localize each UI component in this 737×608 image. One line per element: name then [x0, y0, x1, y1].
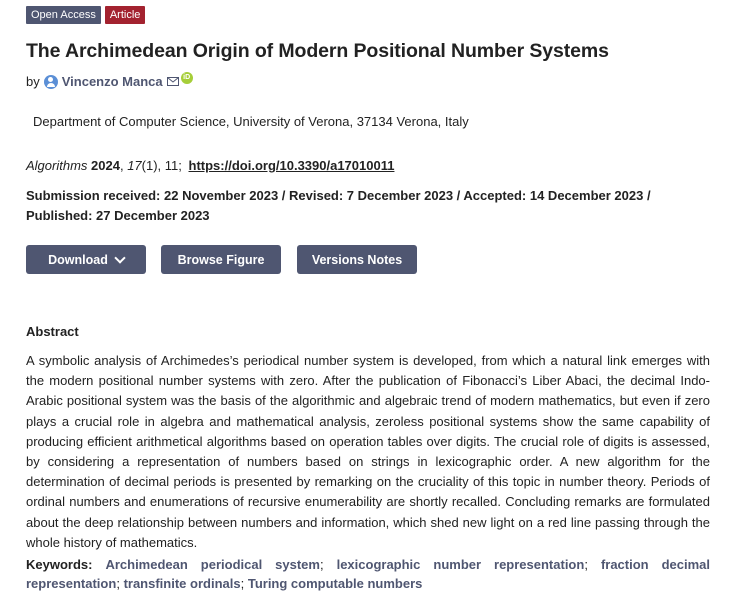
mail-icon[interactable]: [167, 77, 179, 86]
browse-figure-button[interactable]: [161, 245, 281, 274]
versions-notes-label: Versions Notes: [311, 252, 403, 267]
download-label: Download: [48, 252, 108, 267]
author-link[interactable]: Vincenzo Manca: [61, 74, 163, 89]
article-title: The Archimedean Origin of Modern Positional Number Systems: [26, 40, 609, 62]
badges: [26, 6, 145, 24]
citation-issue: (1), 11;: [141, 158, 182, 173]
citation: Algorithms 2024, 17(1), 11; https://doi.org/10.3390/a17010011: [26, 158, 395, 173]
by-label: by: [26, 74, 40, 89]
keyword-link[interactable]: lexicographic number representation: [336, 557, 585, 572]
citation-year: 2024: [91, 158, 120, 173]
person-icon: [44, 75, 58, 89]
keyword-link[interactable]: Archimedean periodical system: [105, 557, 320, 572]
doi-link[interactable]: https://doi.org/10.3390/a17010011: [188, 158, 395, 173]
keywords-label: Keywords:: [26, 557, 93, 572]
journal-name: Algorithms: [26, 158, 88, 173]
abstract-heading: Abstract: [26, 324, 79, 339]
keyword-link[interactable]: transfinite ordinals: [123, 576, 241, 591]
keyword-link[interactable]: Turing computable numbers: [247, 576, 423, 591]
orcid-icon[interactable]: iD: [181, 72, 193, 84]
publication-dates: Submission received: 22 November 2023 / Revised: 7 December 2023 / Accepted: 14 December 2023 / Published: 27 December 2023: [26, 188, 651, 223]
citation-volume: 17: [127, 158, 142, 173]
chevron-down-icon: [114, 252, 125, 263]
versions-notes-button[interactable]: [297, 245, 417, 274]
open-access-badge[interactable]: Open Access: [26, 6, 101, 24]
download-button[interactable]: [26, 245, 146, 274]
article-badge[interactable]: Article: [105, 6, 146, 24]
affiliation: Department of Computer Science, University of Verona, 37134 Verona, Italy: [33, 114, 469, 129]
keywords: Keywords: Archimedean periodical system; lexicographic number representation; fraction decimal representation; transfinite ordinals; Turing computable numbers: [26, 557, 710, 591]
browse-figure-label: Browse Figure: [177, 252, 265, 267]
abstract-text: A symbolic analysis of Archimedes’s periodical number system is developed, from which a natural link emerges with the modern positional number systems with zero. After the publication of Fibonacci’s Liber Abaci, the decimal Indo-Arabic positional system was the basis of the algorithmic and algebraic trend of modern mathematics, but even if zero plays a crucial role in algebra and mathematical analysis, zeroless positional systems show the same capability of producing efficient arithmetical algorithms based on operation tables over digits. The crucial role of digits is assessed, by considering a representation of numbers based on strings in lexicographic order. A new algorithm for the determination of decimal periods is presented by remarking on the cruciality of this topic in number theory. Periods of ordinal numbers and enumerations of recursive enumerability are shortly recalled. Concluding remarks are formulated about the deep relationship between numbers and information, which shed new light on a red line passing through the whole history of mathematics.: [26, 353, 710, 550]
keyword-link[interactable]: fraction decimal representation: [26, 557, 710, 591]
byline: [26, 74, 193, 89]
